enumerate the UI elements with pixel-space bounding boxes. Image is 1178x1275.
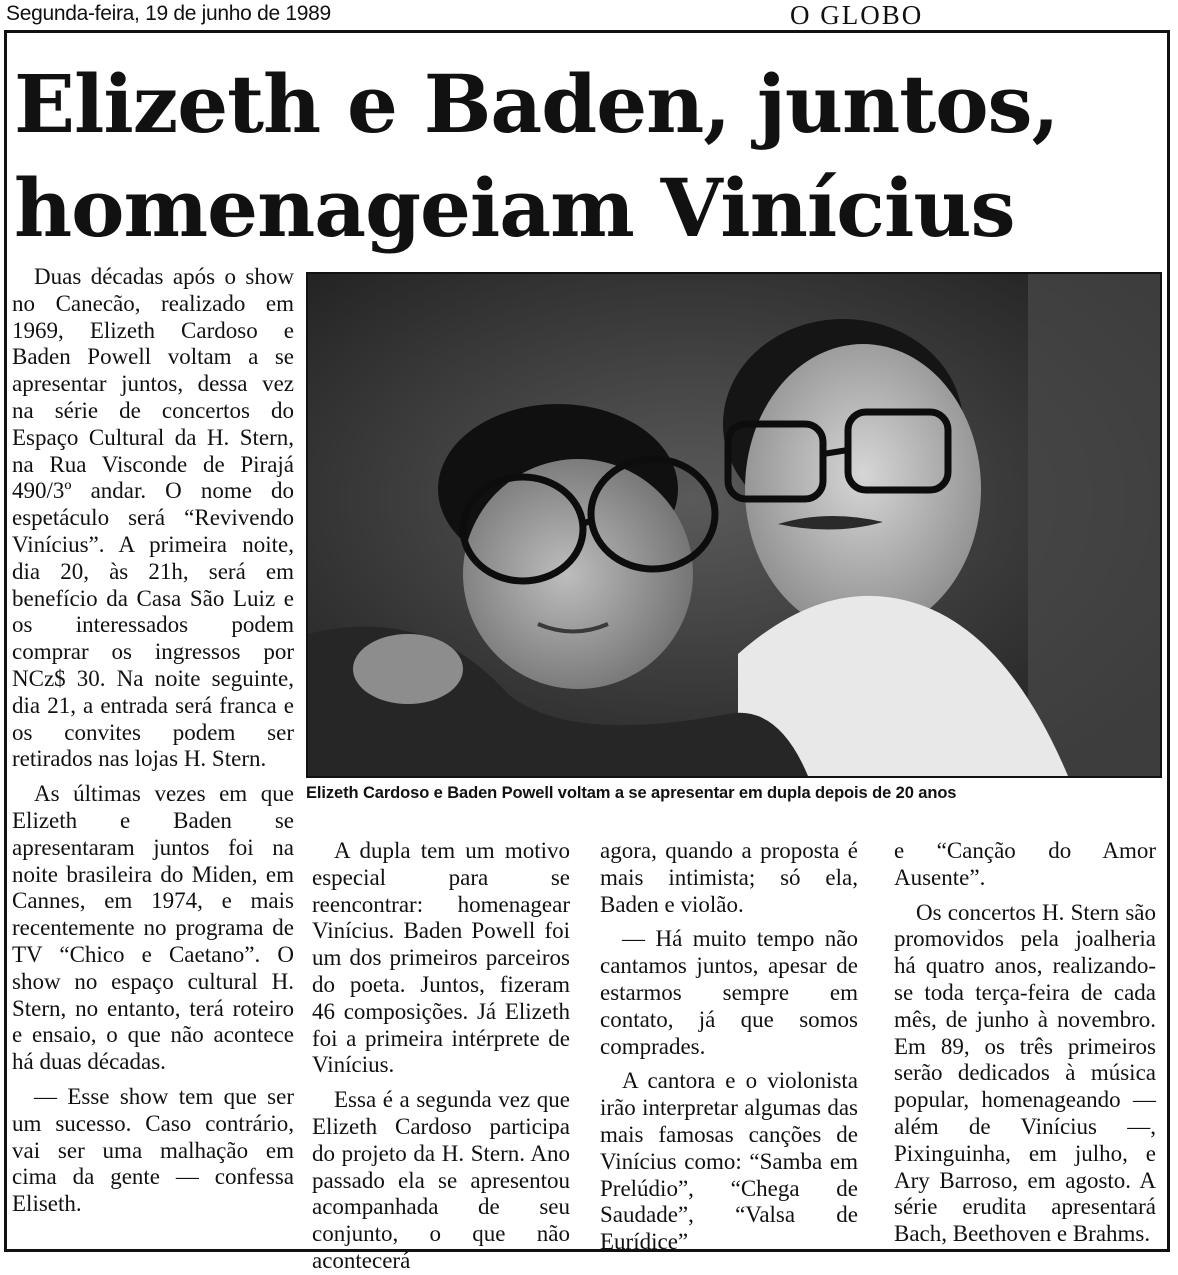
article-photo [306,272,1162,778]
paragraph: Essa é a segunda vez que Elizeth Cardoso participa do projeto da H. Stern. Ano passado ela se apresentou acompanhada de seu conjunto, o que não acontecerá [312,1087,570,1273]
paragraph: — Esse show tem que ser um sucesso. Caso contrário, vai ser uma malhação em cima da gente — confessa Eliseth. [12,1083,294,1217]
article-column-2 [312,838,570,1275]
paragraph: Os concertos H. Stern são promovidos pela joalheria há quatro anos, realizando-se toda terça-feira de cada mês, de junho à novembro. Em 89, os três primeiros serão dedicados à música popular, homenageando — além de Vinícius —, Pixinguinha, em julho, e Ary Barroso, em agosto. A série erudita apresentará Bach, Beethoven e Brahms. [894,899,1156,1247]
paragraph: — Há muito tempo não cantamos juntos, apesar de estarmos sempre em contato, já que somos comprades. [600,926,858,1059]
dateline: Segunda-feira, 19 de junho de 1989 [6,2,331,25]
paragraph: A cantora e o violonista irão interpretar algumas das mais famosas canções de Vinícius como: “Samba em Prelúdio”, “Chega de Saudade”, “Valsa de Eurídice” [600,1068,858,1255]
article-column-3 [600,838,858,1256]
newspaper-name: O GLOBO [790,0,924,30]
portrait-photo-illustration [308,274,1160,776]
paragraph: A dupla tem um motivo especial para se reencontrar: homenagear Vinícius. Baden Powell foi um dos primeiros parceiros do poeta. Juntos, fizeram 46 composições. Já Elizeth foi a primeira intérprete de Vinícius. [312,838,570,1078]
paragraph: e “Canção do Amor Ausente”. [894,838,1156,890]
paragraph: As últimas vezes em que Elizeth e Baden se apresentaram juntos foi na noite brasileira do Miden, em Cannes, em 1974, e mais recentemente no programa de TV “Chico e Caetano”. O show no espaço cultural H. Stern, no entanto, terá roteiro e ensaio, o que não acontece há duas décadas. [12,781,294,1075]
paragraph: Duas décadas após o show no Canecão, realizado em 1969, Elizeth Cardoso e Baden Powell voltam a se apresentar juntos, dessa vez na série de concertos do Espaço Cultural da H. Stern, na Rua Visconde de Pirajá 490/3º andar. O nome do espetáculo será “Revivendo Vinícius”. A primeira noite, dia 20, às 21h, será em benefício da Casa São Luiz e os interessados podem comprar os ingressos por NCz$ 30. Na noite seguinte, dia 21, a entrada será franca e os convites podem ser retirados nas lojas H. Stern. [12,264,294,772]
article-column-1 [12,264,294,1218]
headline-line-1: Elizeth e Baden, juntos, [14,57,1059,151]
photo-caption: Elizeth Cardoso e Baden Powell voltam a se apresentar em dupla depois de 20 anos [306,784,957,802]
headline-line-2: homenageiam Vinícius [14,161,1015,255]
headline [14,52,1164,260]
article-column-4 [894,838,1156,1248]
paragraph: agora, quando a proposta é mais intimista; só ela, Baden e violão. [600,838,858,917]
